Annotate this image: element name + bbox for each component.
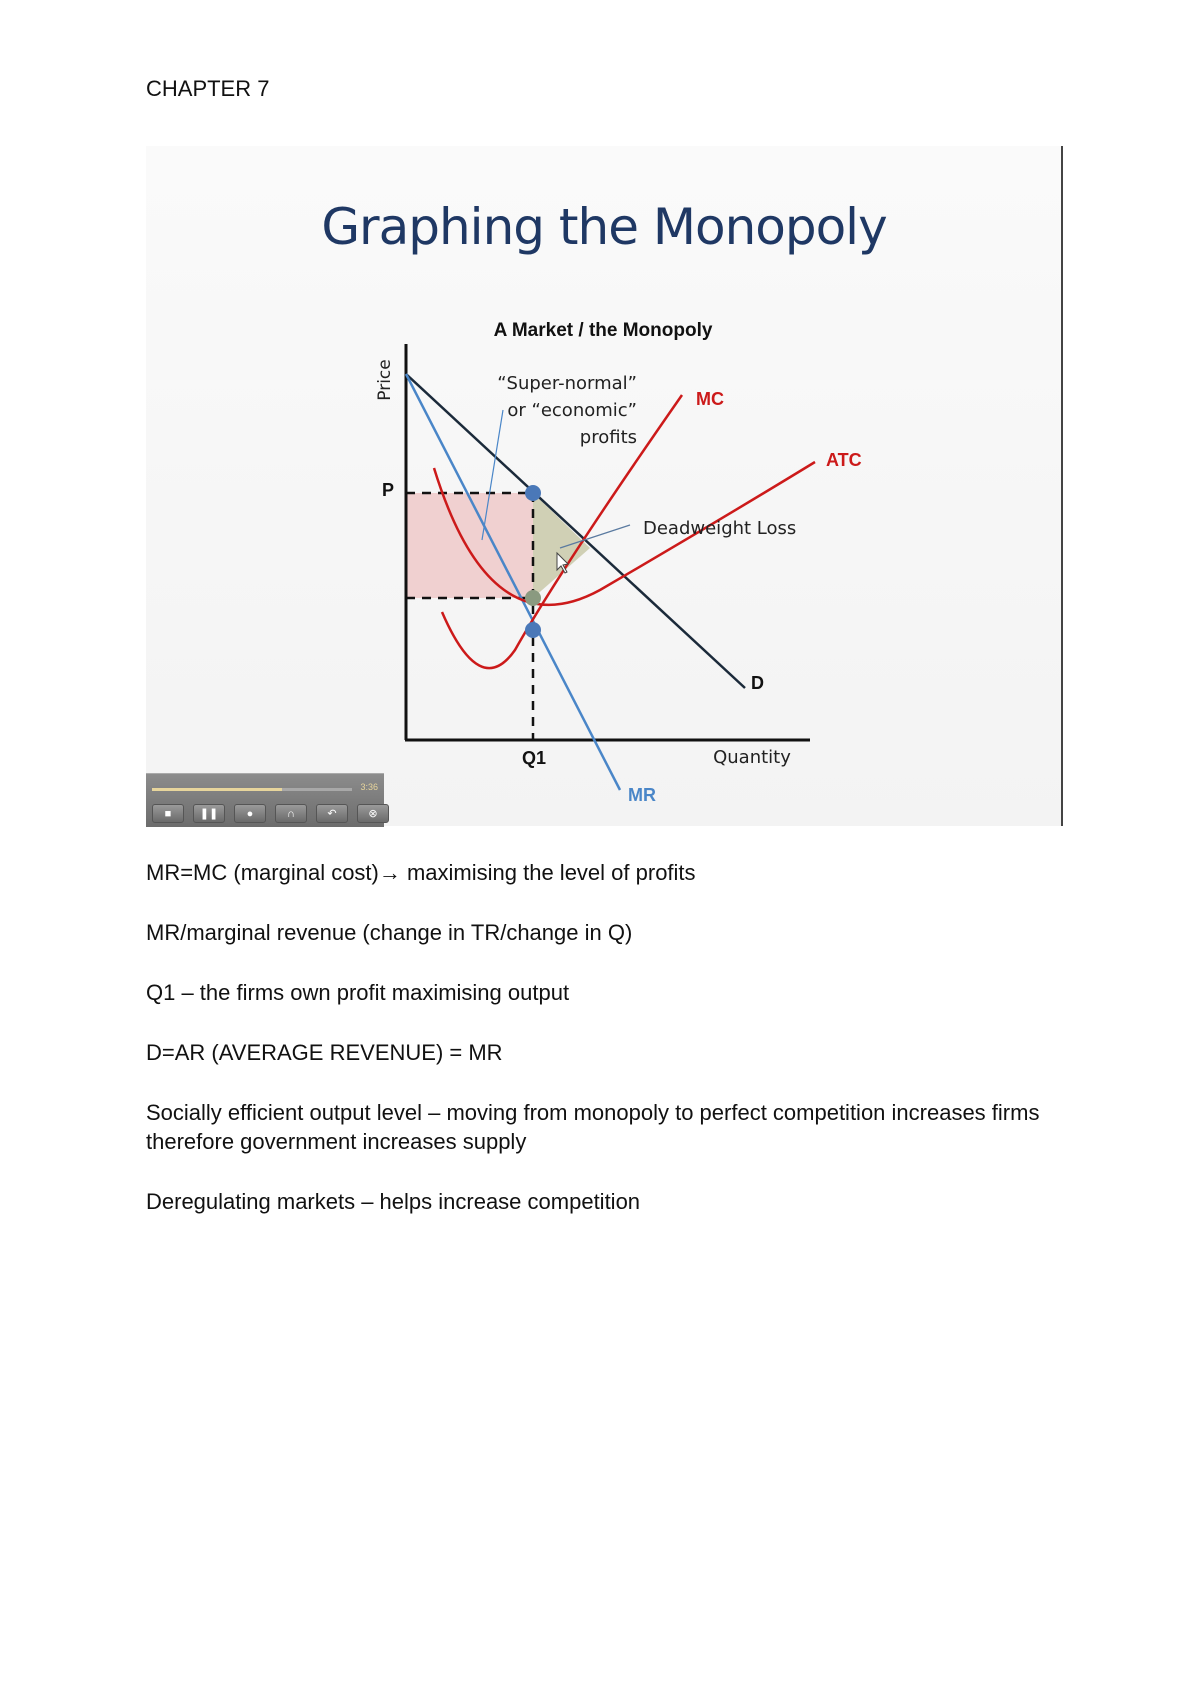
record-icon: ●	[246, 807, 254, 820]
note-paragraph: D=AR (AVERAGE REVENUE) = MR	[146, 1040, 503, 1065]
y-axis-label: Price	[375, 359, 395, 401]
video-player-bar	[146, 773, 384, 827]
profits-label-line3: profits	[579, 427, 637, 448]
stop-icon: ■	[164, 807, 172, 820]
price-label: P	[381, 480, 395, 500]
record-button[interactable]	[234, 804, 266, 823]
mr-label: MR	[628, 785, 656, 805]
deadweight-area	[533, 493, 590, 598]
note-paragraph: Deregulating markets – helps increase competition	[146, 1189, 641, 1214]
note-paragraph: Socially efficient output level – moving from monopoly to perfect competition increases firms therefore government increases supply	[146, 1100, 1040, 1154]
page-heading: CHAPTER 7	[146, 76, 270, 101]
player-time: 3:36	[360, 782, 378, 792]
mc-label: MC	[696, 389, 724, 409]
demand-label: D	[751, 673, 764, 693]
mr-mc-point	[525, 622, 541, 638]
quantity-label: Q1	[521, 748, 547, 768]
deadweight-label: Deadweight Loss	[643, 518, 797, 539]
player-progress-fill	[152, 788, 282, 791]
player-seek-track[interactable]	[152, 788, 352, 791]
atc-label: ATC	[826, 450, 862, 470]
x-axis-label: Quantity	[713, 747, 791, 768]
lock-icon: ∩	[287, 807, 295, 820]
note-paragraph: MR=MC (marginal cost)→ maximising the level of profits	[146, 860, 696, 885]
profits-label-line1: “Super-normal”	[497, 373, 637, 394]
monopoly-price-point	[525, 485, 541, 501]
undo-icon: ↶	[327, 808, 337, 820]
profits-label-line2: or “economic”	[507, 400, 637, 421]
pause-icon: ❚❚	[199, 808, 219, 820]
atc-point	[525, 590, 541, 606]
pause-button[interactable]	[193, 804, 225, 823]
graph-title: A Market / the Monopoly	[493, 320, 713, 341]
close-icon: ⊗	[368, 808, 378, 820]
notes-section	[146, 858, 1066, 1247]
lock-button[interactable]	[275, 804, 307, 823]
undo-button[interactable]	[316, 804, 348, 823]
note-paragraph: Q1 – the firms own profit maximising output	[146, 980, 570, 1005]
note-paragraph: MR/marginal revenue (change in TR/change in Q)	[146, 920, 633, 945]
stop-button[interactable]	[152, 804, 184, 823]
close-button[interactable]	[357, 804, 389, 823]
slide-title: Graphing the Monopoly	[321, 198, 887, 256]
